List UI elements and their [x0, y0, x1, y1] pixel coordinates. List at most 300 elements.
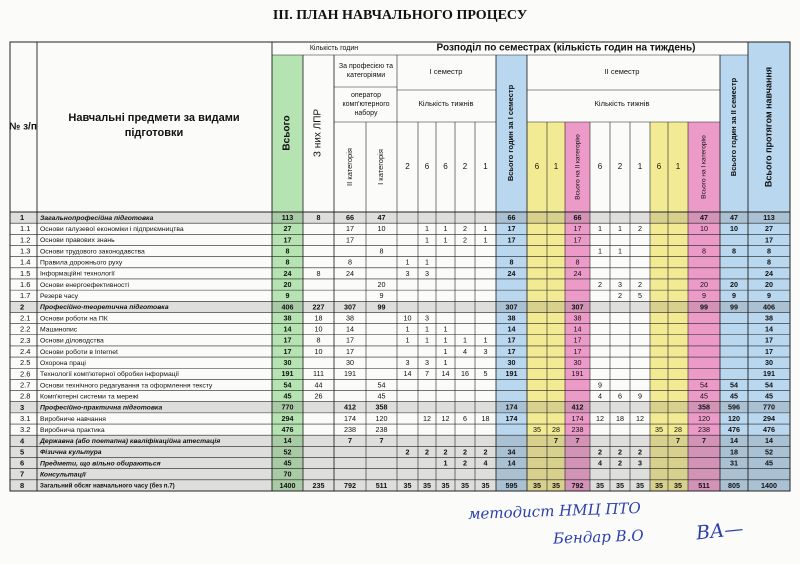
cell-value: 66: [346, 212, 354, 222]
cell-value: 20: [765, 279, 773, 289]
hours-header: Кількість годин: [309, 44, 359, 52]
row-number: 4: [20, 436, 25, 446]
cell-value: 596: [728, 402, 740, 412]
cell-value: 8: [702, 246, 706, 256]
row-subject: Виробнича практика: [40, 426, 105, 434]
cell-value: 307: [505, 302, 518, 312]
cell-value: 17: [573, 224, 582, 234]
sem2-week-b-3: 1: [637, 162, 643, 172]
cell-value: 17: [573, 346, 582, 356]
cell-value: 66: [507, 212, 516, 222]
cell-value: 174: [505, 413, 518, 423]
col-sem1-total-header: Всього годин за І семестр: [505, 84, 515, 182]
sem2-week-b-1: 6: [597, 162, 603, 172]
cell-value: 9: [598, 380, 602, 390]
cell-value: 66: [573, 212, 582, 222]
cell-value: 35: [636, 480, 644, 490]
cell-value: 7: [676, 436, 680, 446]
cell-value: 6: [463, 413, 467, 423]
cell-value: 47: [700, 212, 708, 222]
cell-value: 27: [765, 224, 773, 234]
cell-value: 5: [638, 291, 642, 301]
cell-value: 54: [730, 380, 738, 390]
cell-value: 35: [655, 425, 663, 435]
cell-value: 1: [425, 335, 429, 345]
cell-value: 805: [728, 480, 740, 490]
cell-value: 3: [425, 313, 429, 323]
cell-value: 17: [507, 335, 516, 345]
row-subject: Машинопис: [40, 326, 78, 334]
sem1-week-1: 2: [405, 162, 410, 172]
row-subject: Фізична культура: [40, 449, 102, 457]
row-number: 1.7: [20, 291, 31, 301]
signature-line-2: Бендар В.О: [552, 526, 644, 548]
col-total-header: Всього: [281, 115, 293, 151]
cell-value: 52: [765, 447, 773, 457]
row-subject: Основи діловодства: [40, 337, 104, 345]
row-number: 1.5: [20, 268, 31, 278]
cell-value: 1: [443, 346, 448, 356]
cell-value: 30: [573, 358, 582, 368]
row-subject: Основи галузевої економіки і підприємництва: [40, 226, 184, 234]
cell-value: 1: [443, 235, 448, 245]
cell-value: 38: [507, 313, 516, 323]
cell-value: 1400: [761, 480, 777, 490]
cell-value: 7: [575, 436, 580, 446]
cell-value: 45: [377, 391, 386, 401]
cell-value: 174: [571, 413, 584, 423]
cell-value: 1: [443, 458, 448, 468]
row-number: 2.1: [20, 313, 31, 323]
cell-value: 113: [763, 212, 775, 222]
cell-value: 7: [554, 436, 558, 446]
cell-value: 14: [507, 324, 516, 334]
cell-value: 54: [377, 380, 386, 390]
cell-value: 2: [463, 235, 467, 245]
cell-value: 28: [552, 425, 560, 435]
cell-value: 770: [281, 402, 294, 412]
row-subject: Основи правових знань: [40, 237, 115, 245]
cell-value: 99: [700, 302, 708, 312]
cell-value: 1: [443, 224, 448, 234]
cell-value: 12: [441, 413, 450, 423]
cell-value: 476: [281, 425, 294, 435]
cell-value: 6: [618, 391, 622, 401]
cell-value: 8: [316, 335, 321, 345]
signature-line-1: методист НМЦ ПТО: [467, 498, 642, 524]
row-number: 1.6: [20, 280, 31, 290]
row-subject: Виробниче навчання: [40, 415, 106, 423]
col-number-header: № з/п: [9, 121, 37, 133]
row-subject: Професійно-практична підготовка: [40, 404, 163, 412]
cell-value: 4: [483, 458, 488, 468]
row-number: 2.7: [20, 380, 31, 390]
cell-value: 111: [313, 369, 324, 379]
cell-value: 30: [507, 358, 516, 368]
row-subject: Основи технічного редагування та оформлення тексту: [40, 382, 213, 390]
cell-value: 31: [730, 458, 738, 468]
cell-value: 35: [403, 480, 412, 490]
cell-value: 17: [765, 335, 773, 345]
cell-value: 20: [730, 279, 738, 289]
categories-header-2: категоріями: [346, 71, 386, 79]
cell-value: 17: [346, 235, 354, 245]
cell-value: 191: [505, 369, 518, 379]
cell-value: 17: [765, 235, 773, 245]
cell-value: 238: [375, 425, 388, 435]
cell-value: 35: [481, 480, 490, 490]
cell-value: 1: [483, 335, 488, 345]
cell-value: 14: [283, 436, 292, 446]
cell-value: 120: [375, 413, 388, 423]
profession-header-2: комп'ютерного: [342, 100, 390, 108]
row-subject: Основи енергоефективності: [40, 281, 129, 289]
row-subject: Державна (або поетапна) кваліфікаційна атестація: [40, 438, 221, 446]
col-lpr-header: З них ЛПР: [312, 108, 324, 158]
cell-value: 17: [346, 224, 354, 234]
cell-value: 10: [377, 224, 386, 234]
cell-value: 17: [283, 346, 292, 356]
cell-value: 38: [573, 313, 582, 323]
cell-value: 35: [423, 480, 431, 490]
cell-value: 8: [316, 268, 321, 278]
cell-value: 18: [730, 447, 738, 457]
cell-value: 1: [425, 224, 429, 234]
row-number: 3: [20, 402, 25, 412]
cell-value: 24: [283, 268, 292, 278]
page-title: ІІІ. ПЛАН НАВЧАЛЬНОГО ПРОЦЕСУ: [272, 8, 528, 23]
distribution-header: Розподіл по семестрах (кількість годин на тиждень): [436, 42, 696, 54]
cell-value: 14: [765, 436, 773, 446]
cell-value: 54: [700, 380, 708, 390]
categories-header: За професією та: [338, 62, 394, 70]
cell-value: 12: [596, 413, 604, 423]
cell-value: 511: [698, 480, 710, 490]
cell-value: 1: [443, 358, 448, 368]
cell-value: 120: [698, 413, 710, 423]
cell-value: 2: [638, 447, 642, 457]
cell-value: 770: [763, 402, 775, 412]
cell-value: 5: [483, 369, 488, 379]
sem1-week-2: 6: [424, 162, 430, 172]
cell-value: 2: [483, 447, 488, 457]
cell-value: 3: [618, 279, 622, 289]
cell-value: 307: [571, 302, 584, 312]
row-number: 1: [20, 213, 25, 223]
cell-value: 174: [344, 413, 356, 423]
cell-value: 70: [283, 469, 292, 479]
cell-value: 20: [283, 279, 292, 289]
cell-value: 7: [348, 436, 352, 446]
cell-value: 2: [618, 447, 622, 457]
sem2-week-b-2: 2: [617, 162, 623, 172]
col-sem2-cat1-header: Всього на І категорію: [700, 135, 708, 199]
cell-value: 17: [765, 346, 773, 356]
row-number: 2.3: [20, 335, 31, 345]
cell-value: 511: [375, 480, 388, 490]
cell-value: 1: [463, 335, 467, 345]
cell-value: 34: [507, 447, 516, 457]
cell-value: 16: [461, 369, 469, 379]
col-sem2-cat2-header: Всього на ІІ категорію: [574, 134, 582, 200]
row-subject: Основи роботи в Internet: [40, 348, 118, 356]
cell-value: 9: [379, 291, 384, 301]
cell-value: 14: [507, 458, 516, 468]
cell-value: 30: [346, 358, 354, 368]
cell-value: 17: [346, 346, 354, 356]
cell-value: 3: [425, 268, 429, 278]
cell-value: 45: [283, 391, 292, 401]
cell-value: 4: [598, 391, 602, 401]
cell-value: 17: [573, 235, 582, 245]
cell-value: 238: [571, 425, 584, 435]
cell-value: 4: [598, 458, 602, 468]
cell-value: 17: [507, 235, 516, 245]
cell-value: 47: [377, 212, 386, 222]
cell-value: 12: [423, 413, 431, 423]
col-grand-total-header: Всього протягом навчання: [763, 66, 774, 188]
row-number: 2.6: [20, 369, 31, 379]
cell-value: 8: [285, 246, 290, 256]
cell-value: 9: [732, 291, 736, 301]
cell-value: 9: [638, 391, 642, 401]
col-cat1-header: І категорія: [375, 149, 385, 185]
cell-value: 294: [281, 413, 294, 423]
cell-value: 24: [573, 268, 582, 278]
cell-value: 47: [730, 212, 738, 222]
cell-value: 1400: [279, 480, 296, 490]
cell-value: 7: [379, 436, 384, 446]
cell-value: 1: [618, 224, 622, 234]
cell-value: 14: [765, 324, 773, 334]
cell-value: 2: [463, 447, 467, 457]
cell-value: 1: [405, 324, 410, 334]
row-number: 6: [20, 458, 25, 468]
cell-value: 38: [283, 313, 292, 323]
cell-value: 238: [698, 425, 710, 435]
cell-value: 9: [702, 291, 706, 301]
row-number: 2.4: [20, 346, 31, 356]
sem2-header: ІІ семестр: [604, 66, 640, 76]
row-subject: Основи роботи на ПК: [40, 315, 108, 323]
row-subject: Професійно-теоретична підготовка: [40, 304, 169, 312]
cell-value: 99: [377, 302, 386, 312]
cell-value: 1: [425, 324, 429, 334]
row-subject: Загальнопрофесійна підготовка: [40, 214, 154, 222]
cell-value: 307: [344, 302, 356, 312]
cell-value: 792: [344, 480, 356, 490]
cell-value: 17: [507, 224, 516, 234]
row-subject: Інформаційні технології: [40, 270, 115, 278]
cell-value: 35: [655, 480, 663, 490]
row-subject: Резерв часу: [40, 292, 79, 300]
cell-value: 7: [425, 369, 429, 379]
sem2-weeks-header: Кількість тижнів: [594, 98, 650, 108]
cell-value: 10: [730, 224, 738, 234]
cell-value: 18: [314, 313, 323, 323]
cell-value: 9: [285, 291, 290, 301]
cell-value: 2: [463, 458, 467, 468]
cell-value: 191: [281, 369, 294, 379]
cell-value: 2: [638, 224, 642, 234]
cell-value: 20: [700, 279, 708, 289]
cell-value: 412: [344, 402, 356, 412]
cell-value: 2: [598, 447, 602, 457]
row-number: 1.4: [20, 257, 31, 267]
cell-value: 27: [283, 224, 292, 234]
cell-value: 2: [443, 447, 448, 457]
row-subject: Предмети, що вільно обираються: [40, 460, 161, 468]
cell-value: 44: [314, 380, 323, 390]
cell-value: 3: [425, 358, 429, 368]
cell-value: 174: [505, 402, 518, 412]
sem1-week-3: 6: [443, 162, 448, 172]
cell-value: 8: [285, 257, 290, 267]
cell-value: 191: [763, 369, 775, 379]
cell-value: 1: [598, 246, 602, 256]
sem1-week-4: 2: [462, 162, 468, 172]
cell-value: 476: [763, 425, 775, 435]
cell-value: 45: [765, 391, 773, 401]
sem2-week-b-4: 6: [656, 162, 662, 172]
cell-value: 476: [728, 425, 740, 435]
cell-value: 35: [616, 480, 624, 490]
cell-value: 2: [405, 447, 410, 457]
row-number: 2.8: [20, 391, 31, 401]
cell-value: 1: [443, 324, 448, 334]
cell-value: 24: [346, 268, 354, 278]
cell-value: 7: [702, 436, 706, 446]
cell-value: 3: [405, 268, 410, 278]
cell-value: 1: [405, 257, 410, 267]
cell-value: 2: [618, 291, 622, 301]
cell-value: 52: [283, 447, 292, 457]
sem1-weeks-header: Кількість тижнів: [418, 98, 474, 108]
row-number: 2.5: [20, 358, 31, 368]
cell-value: 4: [463, 346, 467, 356]
row-number: 8: [20, 480, 25, 490]
cell-value: 24: [765, 268, 773, 278]
col-cat2-header: ІІ категорія: [344, 148, 354, 186]
cell-value: 30: [283, 358, 292, 368]
cell-value: 1: [483, 235, 488, 245]
cell-value: 12: [636, 413, 644, 423]
cell-value: 14: [283, 324, 292, 334]
cell-value: 1: [425, 257, 429, 267]
cell-value: 17: [573, 335, 582, 345]
cell-value: 8: [732, 246, 736, 256]
cell-value: 191: [344, 369, 356, 379]
cell-value: 14: [441, 369, 450, 379]
row-subject: Основи трудового законодавства: [40, 248, 145, 256]
cell-value: 35: [596, 480, 604, 490]
cell-value: 191: [571, 369, 584, 379]
cell-value: 18: [616, 413, 624, 423]
cell-value: 8: [348, 257, 352, 267]
cell-value: 358: [698, 402, 710, 412]
col-subjects-header-2: підготовки: [124, 126, 184, 139]
cell-value: 1: [443, 335, 448, 345]
cell-value: 14: [346, 324, 354, 334]
cell-value: 35: [461, 480, 469, 490]
cell-value: 406: [281, 302, 294, 312]
cell-value: 20: [377, 279, 386, 289]
cell-value: 38: [765, 313, 773, 323]
cell-value: 45: [283, 458, 292, 468]
row-subject: Комп'ютерні системи та мережі: [40, 393, 139, 401]
cell-value: 14: [403, 369, 412, 379]
row-subject: Охорона праці: [40, 359, 86, 367]
sem2-week-a-1: 6: [534, 162, 540, 172]
cell-value: 1: [425, 235, 429, 245]
cell-value: 2: [598, 279, 602, 289]
cell-value: 24: [507, 268, 516, 278]
signature-mark: ВА—: [694, 517, 745, 545]
cell-value: 294: [763, 413, 775, 423]
profession-header-3: набору: [354, 109, 378, 117]
sem2-week-a-2: 1: [553, 162, 559, 172]
cell-value: 10: [403, 313, 412, 323]
cell-value: 2: [638, 279, 642, 289]
row-number: 1.2: [20, 235, 31, 245]
cell-value: 35: [533, 480, 541, 490]
cell-value: 238: [344, 425, 356, 435]
cell-value: 35: [552, 480, 560, 490]
cell-value: 35: [441, 480, 450, 490]
cell-value: 1: [618, 246, 622, 256]
profession-header: оператор: [350, 91, 382, 99]
cell-value: 8: [379, 246, 384, 256]
cell-value: 412: [571, 402, 584, 412]
cell-value: 54: [765, 380, 773, 390]
cell-value: 227: [312, 302, 325, 312]
sem1-week-5: 1: [483, 162, 488, 172]
cell-value: 99: [730, 302, 738, 312]
cell-value: 54: [283, 380, 292, 390]
cell-value: 3: [483, 346, 488, 356]
col-sem2-total-header: Всього годин за ІІ семестр: [728, 77, 738, 177]
cell-value: 8: [767, 246, 771, 256]
cell-value: 3: [405, 358, 410, 368]
cell-value: 17: [346, 335, 354, 345]
cell-value: 2: [425, 447, 429, 457]
cell-value: 26: [314, 391, 323, 401]
sem2-week-b-5: 1: [675, 162, 681, 172]
cell-value: 358: [375, 402, 388, 412]
cell-value: 10: [314, 346, 323, 356]
cell-value: 792: [571, 480, 584, 490]
cell-value: 38: [346, 313, 354, 323]
cell-value: 9: [767, 291, 771, 301]
row-number: 1.3: [20, 246, 31, 256]
cell-value: 45: [730, 391, 738, 401]
cell-value: 8: [767, 257, 771, 267]
cell-value: 120: [728, 413, 740, 423]
cell-value: 45: [765, 458, 773, 468]
cell-value: 14: [573, 324, 582, 334]
cell-value: 2: [618, 458, 622, 468]
row-subject: Консультації: [40, 471, 86, 479]
row-number: 3.2: [20, 425, 31, 435]
col-subjects-header: Навчальні предмети за видами: [68, 111, 240, 124]
cell-value: 2: [463, 224, 467, 234]
cell-value: 1: [483, 224, 488, 234]
cell-value: 30: [765, 358, 773, 368]
cell-value: 28: [674, 425, 682, 435]
cell-value: 113: [281, 212, 294, 222]
cell-value: 17: [283, 235, 292, 245]
cell-value: 3: [638, 458, 642, 468]
